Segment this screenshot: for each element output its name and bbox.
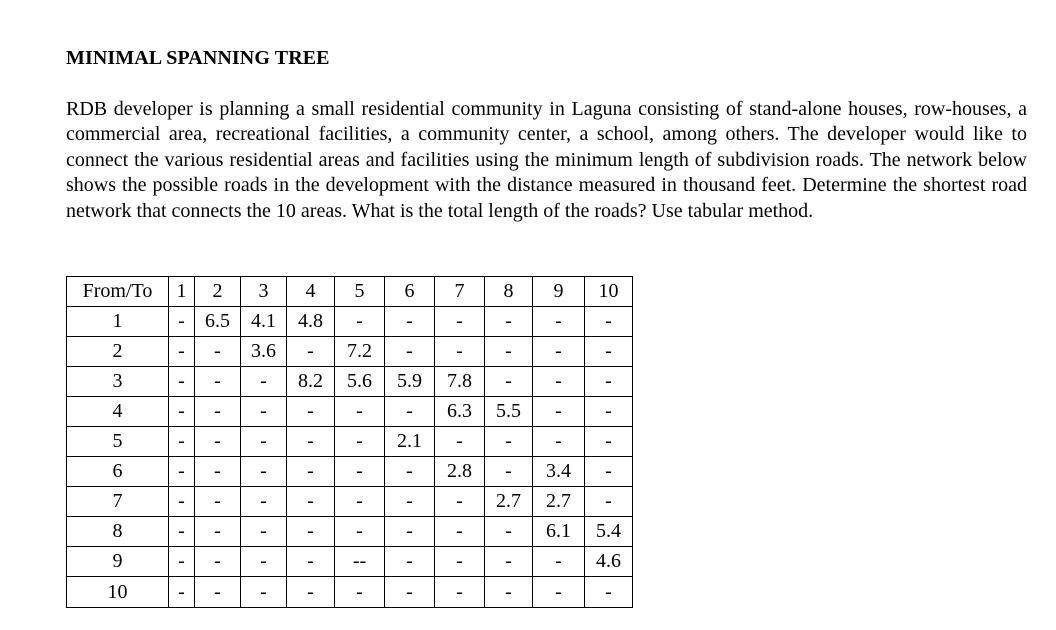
distance-cell: -	[241, 427, 287, 457]
distance-cell: -	[195, 457, 241, 487]
table-row	[67, 457, 633, 487]
distance-cell: -	[169, 337, 195, 367]
distance-cell: -	[287, 397, 335, 427]
row-header-7: 7	[67, 487, 169, 517]
distance-cell: -	[385, 397, 435, 427]
distance-cell: -	[585, 577, 633, 608]
distance-cell: -	[533, 547, 585, 577]
distance-cell: -	[533, 577, 585, 608]
distance-cell: -	[335, 487, 385, 517]
distance-cell: 2.8	[435, 457, 485, 487]
distance-cell: -	[287, 577, 335, 608]
table-row	[67, 367, 633, 397]
distance-cell: 6.3	[435, 397, 485, 427]
row-header-3: 3	[67, 367, 169, 397]
distance-cell: -	[195, 487, 241, 517]
distance-cell: -	[287, 487, 335, 517]
distance-cell: -	[287, 337, 335, 367]
row-header-2: 2	[67, 337, 169, 367]
distance-cell: -	[241, 577, 287, 608]
table-row	[67, 427, 633, 457]
distance-cell: -	[585, 307, 633, 337]
distance-cell: -	[435, 517, 485, 547]
distance-cell: -	[241, 397, 287, 427]
distance-cell: -	[335, 397, 385, 427]
distance-cell: -	[385, 457, 435, 487]
distance-cell: -	[169, 427, 195, 457]
distance-cell: 4.8	[287, 307, 335, 337]
page-title: MINIMAL SPANNING TREE	[66, 47, 330, 69]
distance-cell: -	[485, 577, 533, 608]
column-header-9: 9	[533, 277, 585, 307]
distance-cell: -	[195, 367, 241, 397]
distance-cell: -	[335, 307, 385, 337]
distance-cell: -	[287, 547, 335, 577]
distance-cell: -	[585, 337, 633, 367]
distance-cell: -	[195, 517, 241, 547]
table-row	[67, 577, 633, 608]
distance-cell: 5.4	[585, 517, 633, 547]
distance-cell: 3.6	[241, 337, 287, 367]
distance-cell: 3.4	[533, 457, 585, 487]
distance-cell: -	[533, 367, 585, 397]
distance-cell: -	[533, 337, 585, 367]
distance-cell: -	[169, 547, 195, 577]
distance-cell: -	[435, 547, 485, 577]
distance-cell: -	[485, 307, 533, 337]
distance-cell: -	[385, 337, 435, 367]
table-row	[67, 517, 633, 547]
distance-cell: -	[335, 427, 385, 457]
distance-cell: 6.5	[195, 307, 241, 337]
table-row	[67, 397, 633, 427]
distance-cell: -	[287, 427, 335, 457]
table-row	[67, 487, 633, 517]
distance-cell: -	[435, 307, 485, 337]
column-header-8: 8	[485, 277, 533, 307]
distance-cell: -	[435, 427, 485, 457]
distance-cell: -	[485, 367, 533, 397]
distance-cell: -	[195, 577, 241, 608]
distance-cell: -	[435, 487, 485, 517]
distance-cell: 5.9	[385, 367, 435, 397]
distance-cell: 2.7	[485, 487, 533, 517]
distance-cell: -	[169, 307, 195, 337]
distance-cell: -	[585, 397, 633, 427]
distance-table	[66, 276, 633, 608]
column-header-5: 5	[335, 277, 385, 307]
distance-cell: 5.6	[335, 367, 385, 397]
column-header-6: 6	[385, 277, 435, 307]
row-header-8: 8	[67, 517, 169, 547]
distance-cell: 7.2	[335, 337, 385, 367]
table-row	[67, 337, 633, 367]
distance-cell: -	[241, 457, 287, 487]
distance-cell: -	[241, 487, 287, 517]
distance-cell: -	[287, 457, 335, 487]
distance-cell: -	[435, 577, 485, 608]
distance-cell: -	[385, 547, 435, 577]
distance-cell: -	[169, 577, 195, 608]
table-row	[67, 307, 633, 337]
distance-cell: -	[169, 397, 195, 427]
distance-cell: -	[241, 517, 287, 547]
distance-cell: -	[169, 487, 195, 517]
distance-cell: 4.1	[241, 307, 287, 337]
distance-cell: -	[385, 487, 435, 517]
distance-cell: -	[241, 367, 287, 397]
distance-cell: -	[533, 397, 585, 427]
distance-cell: -	[195, 337, 241, 367]
distance-cell: -	[585, 457, 633, 487]
distance-cell: -	[485, 457, 533, 487]
distance-cell: -	[485, 517, 533, 547]
distance-cell: 2.1	[385, 427, 435, 457]
distance-cell: 7.8	[435, 367, 485, 397]
table-header-row	[67, 277, 633, 307]
distance-cell: -	[169, 367, 195, 397]
row-header-9: 9	[67, 547, 169, 577]
distance-cell: -	[385, 517, 435, 547]
distance-cell: -	[385, 577, 435, 608]
distance-cell: -	[195, 547, 241, 577]
distance-cell: 2.7	[533, 487, 585, 517]
distance-cell: -	[195, 427, 241, 457]
distance-cell: -	[335, 517, 385, 547]
distance-cell: -	[169, 517, 195, 547]
column-header-7: 7	[435, 277, 485, 307]
distance-cell: -	[287, 517, 335, 547]
distance-cell: -	[435, 337, 485, 367]
distance-cell: -	[335, 457, 385, 487]
distance-cell: 5.5	[485, 397, 533, 427]
distance-cell: -	[241, 547, 287, 577]
distance-cell: -	[485, 337, 533, 367]
row-header-10: 10	[67, 577, 169, 608]
distance-cell: -	[585, 427, 633, 457]
distance-cell: --	[335, 547, 385, 577]
distance-cell: -	[585, 487, 633, 517]
distance-cell: -	[485, 547, 533, 577]
distance-table-body	[67, 277, 633, 608]
distance-cell: -	[169, 457, 195, 487]
row-header-6: 6	[67, 457, 169, 487]
table-row	[67, 547, 633, 577]
corner-header: From/To	[67, 277, 169, 307]
distance-cell: -	[533, 427, 585, 457]
distance-cell: -	[485, 427, 533, 457]
row-header-1: 1	[67, 307, 169, 337]
row-header-5: 5	[67, 427, 169, 457]
distance-cell: -	[385, 307, 435, 337]
column-header-10: 10	[585, 277, 633, 307]
distance-cell: -	[585, 367, 633, 397]
column-header-1: 1	[169, 277, 195, 307]
distance-cell: 4.6	[585, 547, 633, 577]
problem-statement: RDB developer is planning a small residential community in Laguna consisting of stand-alone houses, row-houses, a commercial area, recreational facilities, a community center, a school, among others. The developer would like to connect the various residential areas and facilities using the minimum length of subdivision roads. The network below shows the possible roads in the development with the distance measured in thousand feet. Determine the shortest road network that connects the 10 areas. What is the total length of the roads? Use tabular method.	[66, 98, 1027, 222]
distance-cell: -	[195, 397, 241, 427]
distance-cell: 8.2	[287, 367, 335, 397]
distance-cell: -	[335, 577, 385, 608]
column-header-2: 2	[195, 277, 241, 307]
distance-cell: -	[533, 307, 585, 337]
column-header-4: 4	[287, 277, 335, 307]
distance-cell: 6.1	[533, 517, 585, 547]
column-header-3: 3	[241, 277, 287, 307]
row-header-4: 4	[67, 397, 169, 427]
